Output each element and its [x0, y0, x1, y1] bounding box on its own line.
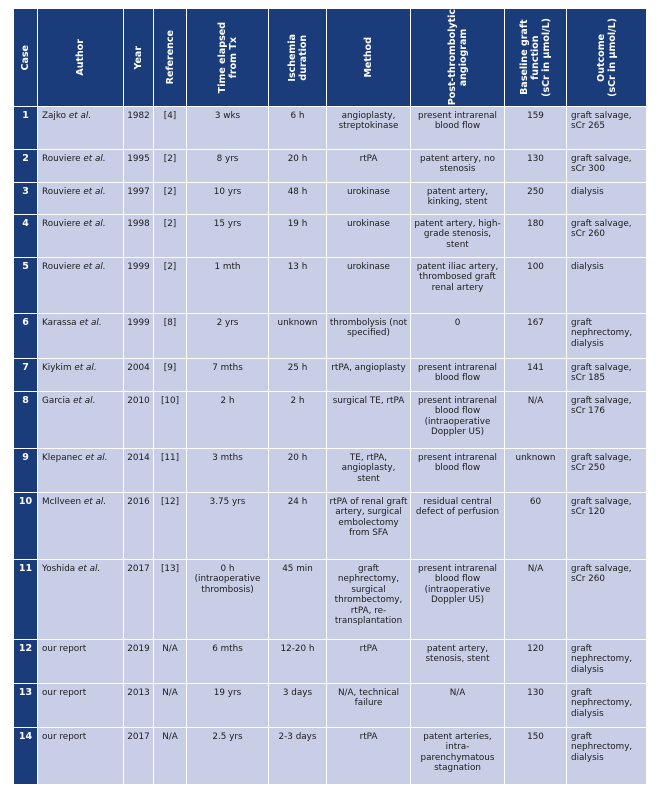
author-cell: Rouviere et al. [38, 150, 124, 183]
angiogram-cell: patent artery, kinking, stent [411, 183, 505, 215]
method-cell: urokinase [327, 183, 411, 215]
time-cell: 2.5 yrs [187, 728, 269, 785]
reference-cell: [10] [154, 392, 187, 449]
table-row [14, 449, 647, 493]
baseline-cell: N/A [505, 392, 567, 449]
time-cell: 0 h (intraoperative thrombosis) [187, 560, 269, 640]
outcome-cell: dialysis [567, 258, 647, 314]
reference-cell: [11] [154, 449, 187, 493]
reference-cell: [8] [154, 314, 187, 359]
case-number: 5 [14, 258, 38, 314]
baseline-cell: 100 [505, 258, 567, 314]
header-time-elapsed: Time elapsed from Tx [187, 9, 269, 107]
outcome-cell: graft salvage, sCr 176 [567, 392, 647, 449]
baseline-cell: 250 [505, 183, 567, 215]
angiogram-cell: present intrarenal blood flow [411, 449, 505, 493]
time-cell: 6 mths [187, 640, 269, 684]
author-cell: Rouviere et al. [38, 258, 124, 314]
author-cell: Rouviere et al. [38, 215, 124, 258]
angiogram-cell: present intrarenal blood flow [411, 359, 505, 392]
outcome-cell: graft salvage, sCr 260 [567, 560, 647, 640]
year-cell: 1995 [124, 150, 154, 183]
time-cell: 3 mths [187, 449, 269, 493]
header-baseline: Baseline graft function (sCr in µmol/L) [505, 9, 567, 107]
angiogram-cell: 0 [411, 314, 505, 359]
reference-cell: [2] [154, 150, 187, 183]
table-row [14, 392, 647, 449]
outcome-cell: graft nephrectomy, dialysis [567, 314, 647, 359]
baseline-cell: 150 [505, 728, 567, 785]
method-cell: rtPA [327, 728, 411, 785]
table-row [14, 640, 647, 684]
year-cell: 2016 [124, 493, 154, 560]
case-number: 14 [14, 728, 38, 785]
reference-cell: [2] [154, 215, 187, 258]
header-angiogram: Post-thrombolytic angiogram [411, 9, 505, 107]
table-container [13, 8, 646, 785]
author-cell: Garcia et al. [38, 392, 124, 449]
method-cell: rtPA of renal graft artery, surgical embolectomy from SFA [327, 493, 411, 560]
author-cell: our report [38, 728, 124, 785]
author-cell: Rouviere et al. [38, 183, 124, 215]
ischemia-cell: 20 h [269, 449, 327, 493]
year-cell: 1999 [124, 258, 154, 314]
ischemia-cell: 13 h [269, 258, 327, 314]
outcome-cell: graft salvage, sCr 185 [567, 359, 647, 392]
case-number: 2 [14, 150, 38, 183]
outcome-cell: graft salvage, sCr 260 [567, 215, 647, 258]
header-row [14, 9, 647, 107]
year-cell: 1997 [124, 183, 154, 215]
time-cell: 8 yrs [187, 150, 269, 183]
table-row [14, 215, 647, 258]
ischemia-cell: 6 h [269, 107, 327, 150]
ischemia-cell: 20 h [269, 150, 327, 183]
method-cell: N/A, technical failure [327, 684, 411, 728]
time-cell: 1 mth [187, 258, 269, 314]
table-row [14, 183, 647, 215]
baseline-cell: 167 [505, 314, 567, 359]
angiogram-cell: patent iliac artery, thrombosed graft renal artery [411, 258, 505, 314]
year-cell: 1982 [124, 107, 154, 150]
time-cell: 2 yrs [187, 314, 269, 359]
baseline-cell: 130 [505, 150, 567, 183]
case-number: 3 [14, 183, 38, 215]
time-cell: 19 yrs [187, 684, 269, 728]
table-row [14, 560, 647, 640]
time-cell: 3 wks [187, 107, 269, 150]
author-cell: Karassa et al. [38, 314, 124, 359]
reference-cell: [13] [154, 560, 187, 640]
angiogram-cell: patent arteries, intra-parenchymatous stagnation [411, 728, 505, 785]
ischemia-cell: 2-3 days [269, 728, 327, 785]
ischemia-cell: 24 h [269, 493, 327, 560]
author-cell: Klepanec et al. [38, 449, 124, 493]
case-number: 1 [14, 107, 38, 150]
outcome-cell: graft nephrectomy, dialysis [567, 728, 647, 785]
outcome-cell: graft nephrectomy, dialysis [567, 640, 647, 684]
method-cell: rtPA [327, 150, 411, 183]
header-outcome: Outcome (sCr in µmol/L) [567, 9, 647, 107]
header-reference: Reference [154, 9, 187, 107]
ischemia-cell: 25 h [269, 359, 327, 392]
case-number: 6 [14, 314, 38, 359]
ischemia-cell: unknown [269, 314, 327, 359]
case-number: 4 [14, 215, 38, 258]
ischemia-cell: 19 h [269, 215, 327, 258]
baseline-cell: 159 [505, 107, 567, 150]
case-table [13, 8, 647, 785]
case-number: 7 [14, 359, 38, 392]
reference-cell: N/A [154, 728, 187, 785]
header-method: Method [327, 9, 411, 107]
angiogram-cell: present intrarenal blood flow [411, 107, 505, 150]
year-cell: 1999 [124, 314, 154, 359]
baseline-cell: N/A [505, 560, 567, 640]
reference-cell: [9] [154, 359, 187, 392]
method-cell: graft nephrectomy, surgical thrombectomy, rtPA, re-transplantation [327, 560, 411, 640]
angiogram-cell: residual central defect of perfusion [411, 493, 505, 560]
year-cell: 2019 [124, 640, 154, 684]
time-cell: 15 yrs [187, 215, 269, 258]
case-number: 13 [14, 684, 38, 728]
year-cell: 2013 [124, 684, 154, 728]
case-number: 10 [14, 493, 38, 560]
outcome-cell: graft nephrectomy, dialysis [567, 684, 647, 728]
table-row [14, 150, 647, 183]
header-case: Case [14, 9, 38, 107]
outcome-cell: dialysis [567, 183, 647, 215]
case-number: 8 [14, 392, 38, 449]
angiogram-cell: patent artery, high-grade stenosis, stent [411, 215, 505, 258]
ischemia-cell: 12-20 h [269, 640, 327, 684]
outcome-cell: graft salvage, sCr 250 [567, 449, 647, 493]
time-cell: 10 yrs [187, 183, 269, 215]
time-cell: 7 mths [187, 359, 269, 392]
year-cell: 2004 [124, 359, 154, 392]
author-cell: Zajko et al. [38, 107, 124, 150]
reference-cell: N/A [154, 640, 187, 684]
reference-cell: [12] [154, 493, 187, 560]
author-cell: McIlveen et al. [38, 493, 124, 560]
case-number: 11 [14, 560, 38, 640]
table-row [14, 314, 647, 359]
angiogram-cell: present intrarenal blood flow (intraoperative Doppler US) [411, 560, 505, 640]
outcome-cell: graft salvage, sCr 265 [567, 107, 647, 150]
angiogram-cell: N/A [411, 684, 505, 728]
time-cell: 2 h [187, 392, 269, 449]
method-cell: urokinase [327, 215, 411, 258]
author-cell: Kiykim et al. [38, 359, 124, 392]
author-cell: Yoshida et al. [38, 560, 124, 640]
baseline-cell: 141 [505, 359, 567, 392]
method-cell: angioplasty, streptokinase [327, 107, 411, 150]
method-cell: urokinase [327, 258, 411, 314]
method-cell: rtPA, angioplasty [327, 359, 411, 392]
outcome-cell: graft salvage, sCr 120 [567, 493, 647, 560]
year-cell: 2017 [124, 728, 154, 785]
outcome-cell: graft salvage, sCr 300 [567, 150, 647, 183]
method-cell: thrombolysis (not specified) [327, 314, 411, 359]
angiogram-cell: present intrarenal blood flow (intraoperative Doppler US) [411, 392, 505, 449]
ischemia-cell: 2 h [269, 392, 327, 449]
year-cell: 1998 [124, 215, 154, 258]
author-cell: our report [38, 684, 124, 728]
case-number: 12 [14, 640, 38, 684]
author-cell: our report [38, 640, 124, 684]
header-year: Year [124, 9, 154, 107]
ischemia-cell: 48 h [269, 183, 327, 215]
angiogram-cell: patent artery, no stenosis [411, 150, 505, 183]
baseline-cell: 180 [505, 215, 567, 258]
method-cell: rtPA [327, 640, 411, 684]
baseline-cell: unknown [505, 449, 567, 493]
table-row [14, 107, 647, 150]
time-cell: 3.75 yrs [187, 493, 269, 560]
baseline-cell: 60 [505, 493, 567, 560]
reference-cell: N/A [154, 684, 187, 728]
year-cell: 2014 [124, 449, 154, 493]
table-row [14, 258, 647, 314]
table-row [14, 359, 647, 392]
year-cell: 2017 [124, 560, 154, 640]
header-author: Author [38, 9, 124, 107]
angiogram-cell: patent artery, stenosis, stent [411, 640, 505, 684]
reference-cell: [4] [154, 107, 187, 150]
header-ischemia-duration: Ischemia duration [269, 9, 327, 107]
ischemia-cell: 45 min [269, 560, 327, 640]
year-cell: 2010 [124, 392, 154, 449]
table-row [14, 728, 647, 785]
ischemia-cell: 3 days [269, 684, 327, 728]
method-cell: TE, rtPA, angioplasty, stent [327, 449, 411, 493]
reference-cell: [2] [154, 183, 187, 215]
table-row [14, 684, 647, 728]
table-row [14, 493, 647, 560]
method-cell: surgical TE, rtPA [327, 392, 411, 449]
reference-cell: [2] [154, 258, 187, 314]
case-number: 9 [14, 449, 38, 493]
baseline-cell: 130 [505, 684, 567, 728]
baseline-cell: 120 [505, 640, 567, 684]
